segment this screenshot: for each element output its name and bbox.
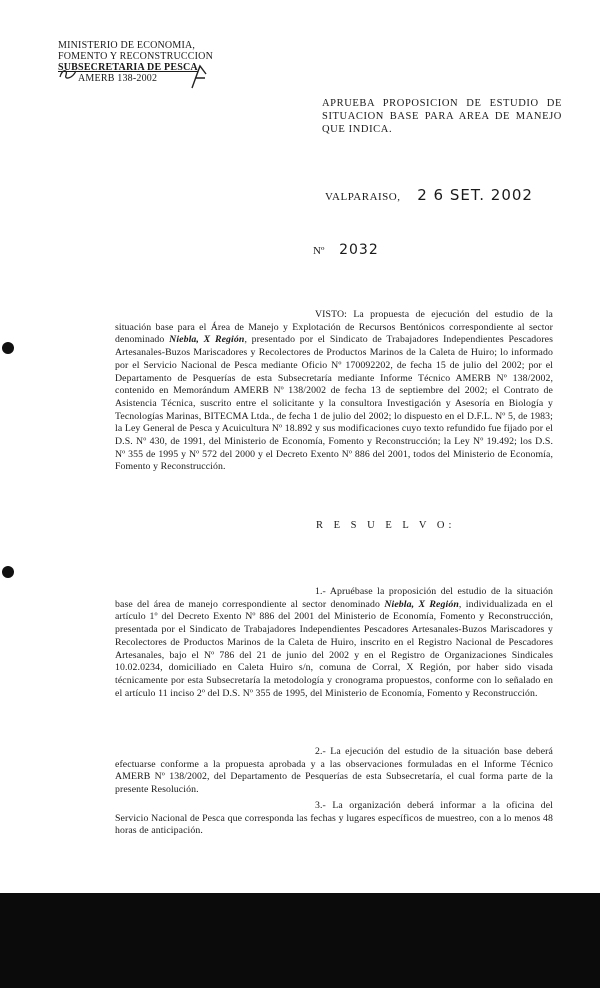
item-1-text-before: situación base del área de manejo correspondiente al sector denominado bbox=[115, 586, 553, 610]
item-2-text: deberá efectuarse conforme a la propuesta aprobada y a las observaciones formuladas en el Informe Técnico AMERB Nº 138/2002, del Departamento de Pesquerías de esta Subsecretaría, el cual forma parte de la presente Resolución. bbox=[115, 746, 553, 796]
number-label: Nº bbox=[313, 245, 325, 257]
visto-text-after: , presentado por el Sindicato de Trabajadores Independientes Pescadores Artesanales-Buzos Mariscadores y Recolectores de Productos Marinos de la Caleta de Huiro; lo informado por el Servicio Nacional de Pesca mediante Oficio Nº 170092202, de fecha 15 de julio del 2002; por el Departamento de Pesquerías de esta Subsecretaría mediante Informe Técnico AMERB Nº 138/2002, contenido en Memorándum AMERB Nº 138/2002 de fecha 13 de septiembre del 2002; el Contrato de Asistencia Técnica, suscrito entre el solicitante y la consultora Investigación y Asesoría en Biología y Tecnologías Marinas, BITECMA Ltda., de fecha 1 de julio del 2002; lo dispuesto en el D.F.L. Nº 5, de 1983; la Ley General de Pesca y Acuicultura Nº 18.892 y sus modificaciones cuyo texto refundido fue fijado por el D.S. Nº 430, de 1991, del Ministerio de Economía, Fomento y Reconstrucción; la Ley Nº 19.492; los D.S. Nº 355 de 1995 y Nº 572 del 2000 y el Decreto Exento Nº 886 del 2001, todos del Ministerio de Economía, Fomento y Reconstrucción. bbox=[115, 334, 553, 473]
number-stamp: 2032 bbox=[339, 242, 379, 258]
item-1-text-after: , individualizada en el artículo 1º del Decreto Exento Nº 886 del 2001 del Ministerio de Economía, Fomento y Reconstrucción, presentada por el Sindicato de Trabajadores Independientes Pescadores Artesanales-Buzos Mariscadores y Recolectores de Productos Marinos de la Caleta de Huiro, inscrito en el Registro Nacional de Pescadores Artesanales, bajo el Nº 786 del 21 de junio del 2002 y en el Registro de Organizaciones Sindicales 10.02.0234, domiciliado en Caleta Huiro s/n, comuna de Corral, X Región, por haber sido visada técnicamente por esta Subsecretaría la metodología y cronograma propuestos, conforme con lo señalado en el artículo 11 inciso 2º del D.S. Nº 355 de 1995, del Ministerio de Economía, Fomento y Reconstrucción. bbox=[115, 598, 553, 699]
amerb-reference-text: AMERB 138-2002 bbox=[78, 73, 158, 84]
item-2-lead: 2.- La ejecución del estudio de la situación base bbox=[315, 746, 522, 757]
scan-bottom-border bbox=[0, 893, 600, 988]
item-1-sector: Niebla, X Región bbox=[384, 598, 459, 610]
resolution-title: APRUEBA PROPOSICION DE ESTUDIO DE SITUACION BASE PARA AREA DE MANEJO QUE INDICA. bbox=[322, 98, 562, 135]
item-2-paragraph bbox=[115, 746, 553, 797]
visto-lead: VISTO: bbox=[315, 309, 347, 320]
initials-signature-mark bbox=[58, 67, 78, 83]
city-label: VALPARAISO, bbox=[325, 191, 401, 203]
punch-hole bbox=[2, 566, 14, 578]
item-3-paragraph bbox=[115, 800, 553, 838]
item-1-lead: 1.- Apruébase la proposición del estudio de la bbox=[315, 586, 513, 597]
resolution-number bbox=[313, 242, 379, 258]
resuelvo-heading: R E S U E L V O: bbox=[316, 520, 456, 531]
date-stamp: 2 6 SET. 2002 bbox=[417, 186, 533, 204]
visto-sector: Niebla, X Región bbox=[169, 334, 245, 346]
item-3-text: Servicio Nacional de Pesca que corresponda las fechas y lugares específicos de muestreo, con a lo menos 48 horas de anticipación. bbox=[115, 812, 553, 837]
visto-text-before: La propuesta de ejecución del estudio de la situación base para el Área de Manejo y Explotación de Recursos Bentónicos correspondiente al sector denominado bbox=[115, 309, 553, 346]
date-line bbox=[325, 186, 533, 204]
handwritten-mark bbox=[186, 62, 212, 92]
visto-paragraph bbox=[115, 309, 553, 474]
item-1-paragraph bbox=[115, 586, 553, 700]
ministry-name-cont: FOMENTO Y RECONSTRUCCION bbox=[58, 51, 214, 62]
item-3-lead: 3.- La organización deberá informar a la oficina del bbox=[315, 800, 553, 811]
ministry-name: MINISTERIO DE ECONOMIA, bbox=[58, 40, 196, 51]
punch-hole bbox=[2, 342, 14, 354]
subsecretaria-name: SUBSECRETARIA DE PESCA bbox=[58, 62, 198, 73]
